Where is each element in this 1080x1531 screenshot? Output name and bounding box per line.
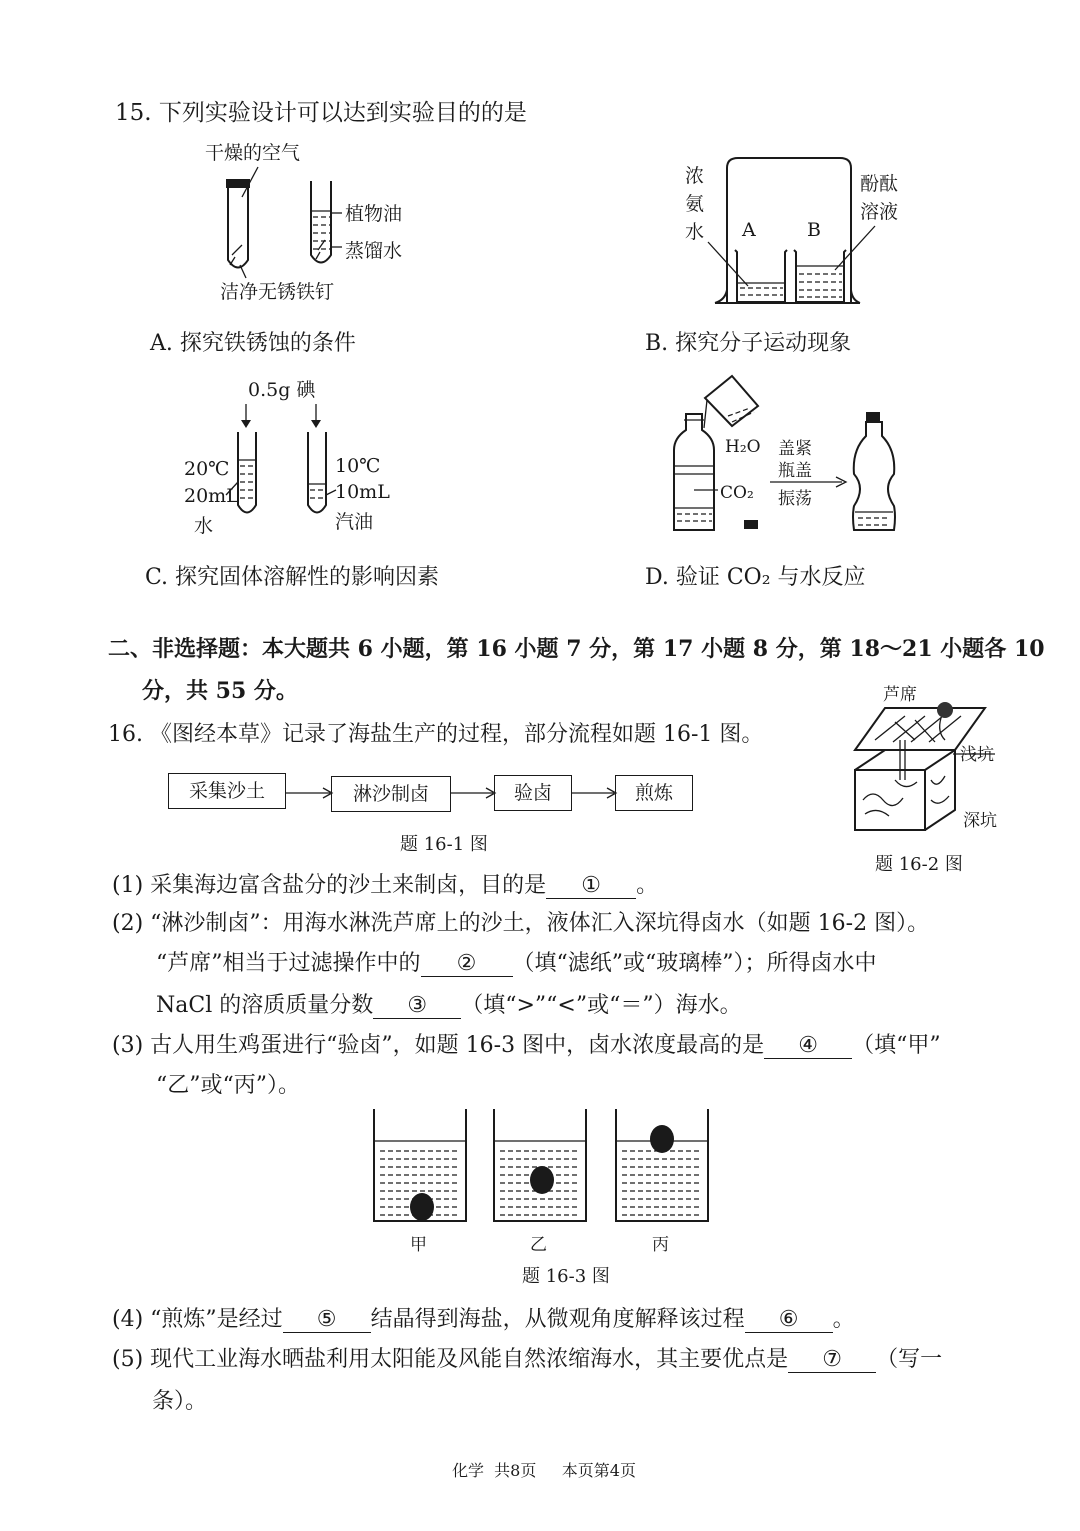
flow-step-4: 煎炼 <box>615 775 693 811</box>
label-action-3: 振荡 <box>778 489 812 509</box>
section2-line2: 分，共 55 分。 <box>142 678 298 704</box>
flow-arrows <box>280 785 620 805</box>
label-ammonia-2: 氨 <box>685 193 705 215</box>
q16-part2-line1: (2) “淋沙制卤”：用海水淋洗芦席上的沙土，液体汇入深坑得卤水（如题 16-2 图）。 <box>112 911 930 936</box>
label-solvent-2: 汽油 <box>335 511 374 533</box>
part5-text: (5) 现代工业海水晒盐利用太阳能及风能自然浓缩海水，其主要优点是 <box>112 1347 789 1372</box>
blank-5[interactable]: ⑤ <box>283 1307 371 1333</box>
label-temp-2: 10℃ <box>335 455 381 477</box>
label-vol-2: 10mL <box>335 481 390 503</box>
q16-part5-line1 <box>112 1342 942 1373</box>
label-action-2: 瓶盖 <box>778 461 812 481</box>
blank-1[interactable]: ① <box>546 873 636 899</box>
label-ammonia-1: 浓 <box>685 165 705 187</box>
part2-text-after: （填“滤纸”或“玻璃棒”）；所得卤水中 <box>512 951 877 976</box>
label-jia: 甲 <box>410 1235 427 1255</box>
label-nail: 洁净无锈铁钉 <box>220 281 335 303</box>
q16-part2-line2 <box>156 946 877 977</box>
label-water: 蒸馏水 <box>345 240 403 262</box>
q15-stem: 15. 下列实验设计可以达到实验目的的是 <box>115 100 527 126</box>
q16-part5-line2: 条）。 <box>152 1389 208 1414</box>
label-vol-1: 20mL <box>184 485 239 507</box>
label-h2o: H₂O <box>725 437 761 457</box>
blank-4[interactable]: ④ <box>764 1033 852 1059</box>
fig16-3-caption: 题 16-3 图 <box>522 1266 610 1287</box>
fig16-3-beakers <box>370 1105 720 1265</box>
flow-step-2: 淋沙制卤 <box>331 776 451 812</box>
q16-part3-line2: “乙”或“丙”）。 <box>156 1073 300 1098</box>
fig16-2-pits <box>845 680 1035 840</box>
part1-end: 。 <box>636 873 659 898</box>
label-shallow: 浅坑 <box>960 745 994 765</box>
flow-step-3: 验卤 <box>494 775 572 811</box>
q16-part3-line1 <box>112 1028 941 1059</box>
label-co2: CO₂ <box>720 483 754 503</box>
option-a-label: A. 探究铁锈蚀的条件 <box>150 331 356 356</box>
blank-3[interactable]: ③ <box>373 993 461 1019</box>
q16-stem: 16. 《图经本草》记录了海盐生产的过程，部分流程如题 16-1 图。 <box>108 722 764 747</box>
label-beaker-a: A <box>742 219 756 241</box>
section2-line1: 二、非选择题：本大题共 6 小题，第 16 小题 7 分，第 17 小题 8 分，第 18～21 小题各 10 <box>108 636 1045 662</box>
fig16-2-caption: 题 16-2 图 <box>875 854 963 875</box>
label-action-1: 盖紧 <box>778 439 812 459</box>
label-phenol-2: 溶液 <box>860 201 899 223</box>
option-b-label: B. 探究分子运动现象 <box>645 331 852 356</box>
q16-part2-line3 <box>156 988 742 1019</box>
label-solvent-1: 水 <box>194 515 214 537</box>
part5-text-after: （写一 <box>876 1347 943 1372</box>
option-d-label: D. 验证 CO₂ 与水反应 <box>645 565 866 590</box>
label-dry-air: 干燥的空气 <box>205 142 301 164</box>
label-phenol-1: 酚酞 <box>860 173 899 195</box>
part4-end: 。 <box>832 1307 855 1332</box>
fig16-1-caption: 题 16-1 图 <box>400 834 488 855</box>
option-c-label: C. 探究固体溶解性的影响因素 <box>145 565 440 590</box>
blank-2[interactable]: ② <box>421 951 513 977</box>
label-ammonia-3: 水 <box>685 221 705 243</box>
part2c-text-after: （填“>”“<”或“＝”）海水。 <box>461 993 742 1018</box>
part3-text-after: （填“甲” <box>852 1033 941 1058</box>
fig-a-test-tubes <box>180 135 460 310</box>
page-footer: 化学 共8页 本页第4页 <box>452 1461 636 1480</box>
label-bing: 丙 <box>652 1235 669 1255</box>
q16-part1 <box>112 868 658 899</box>
part3-text: (3) 古人用生鸡蛋进行“验卤”，如题 16-3 图中，卤水浓度最高的是 <box>112 1033 765 1058</box>
fig-b-beakers <box>680 150 920 315</box>
blank-7[interactable]: ⑦ <box>788 1347 876 1373</box>
label-mat: 芦席 <box>883 685 917 705</box>
label-yi: 乙 <box>530 1235 547 1255</box>
label-oil: 植物油 <box>345 203 403 225</box>
label-iodine: 0.5g 碘 <box>248 379 316 401</box>
part4-text-mid: 结晶得到海盐，从微观角度解释该过程 <box>370 1307 745 1332</box>
part4-text: (4) “煎炼”是经过 <box>112 1307 283 1332</box>
part2c-text: NaCl 的溶质质量分数 <box>156 993 374 1018</box>
fig-c-test-tubes <box>180 370 410 540</box>
part2-text: “芦席”相当于过滤操作中的 <box>156 951 421 976</box>
label-temp-1: 20℃ <box>184 458 230 480</box>
blank-6[interactable]: ⑥ <box>745 1307 833 1333</box>
fig-d-bottles <box>670 370 910 540</box>
q16-part4 <box>112 1302 855 1333</box>
part1-text: (1) 采集海边富含盐分的沙土来制卤，目的是 <box>112 873 547 898</box>
flow-step-1: 采集沙土 <box>168 773 286 809</box>
label-beaker-b: B <box>807 219 821 241</box>
label-deep: 深坑 <box>963 811 997 831</box>
